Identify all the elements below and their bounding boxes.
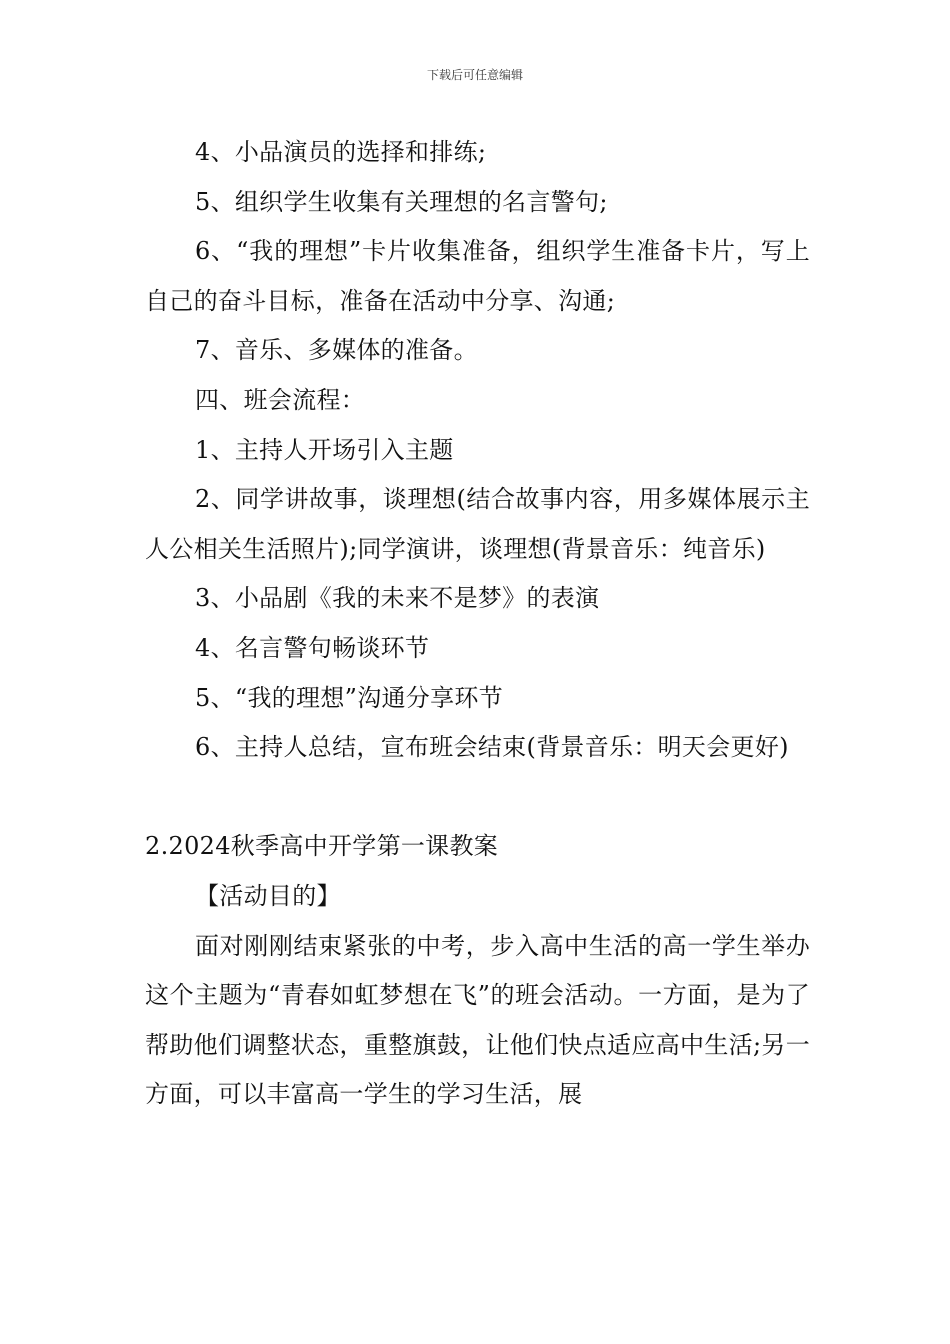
paragraph: 2、同学讲故事，谈理想(结合故事内容，用多媒体展示主人公相关生活照片);同学演讲，谈理想(背景音乐：纯音乐) [145, 485, 810, 563]
paragraph: 7、音乐、多媒体的准备。 [195, 336, 478, 365]
blank-line [145, 773, 810, 823]
document-body [145, 128, 810, 1120]
paragraph: 5、组织学生收集有关理想的名言警句; [195, 187, 608, 216]
section-heading: 四、班会流程： [195, 385, 366, 414]
section-title: 2.2024秋季高中开学第一课教案 [145, 832, 499, 861]
page-header: 下载后可任意编辑 [426, 68, 523, 82]
paragraph: 4、名言警句畅谈环节 [195, 633, 430, 662]
paragraph: 面对刚刚结束紧张的中考，步入高中生活的高一学生举办这个主题为“青春如虹梦想在飞”的班会活动。一方面，是为了帮助他们调整状态，重整旗鼓，让他们快点适应高中生活;另一方面，可以丰富高一学生的学习生活，展 [145, 931, 810, 1109]
paragraph: 1、主持人开场引入主题 [195, 435, 454, 464]
paragraph: 4、小品演员的选择和排练; [195, 138, 487, 166]
paragraph: 3、小品剧《我的未来不是梦》的表演 [195, 584, 600, 613]
paragraph: 5、“我的理想”沟通分享环节 [195, 683, 504, 712]
paragraph: 6、“我的理想”卡片收集准备，组织学生准备卡片，写上自己的奋斗目标，准备在活动中分享、沟通; [145, 237, 810, 315]
section-heading: 【活动目的】 [195, 881, 341, 910]
paragraph: 6、主持人总结，宣布班会结束(背景音乐：明天会更好) [195, 733, 789, 762]
